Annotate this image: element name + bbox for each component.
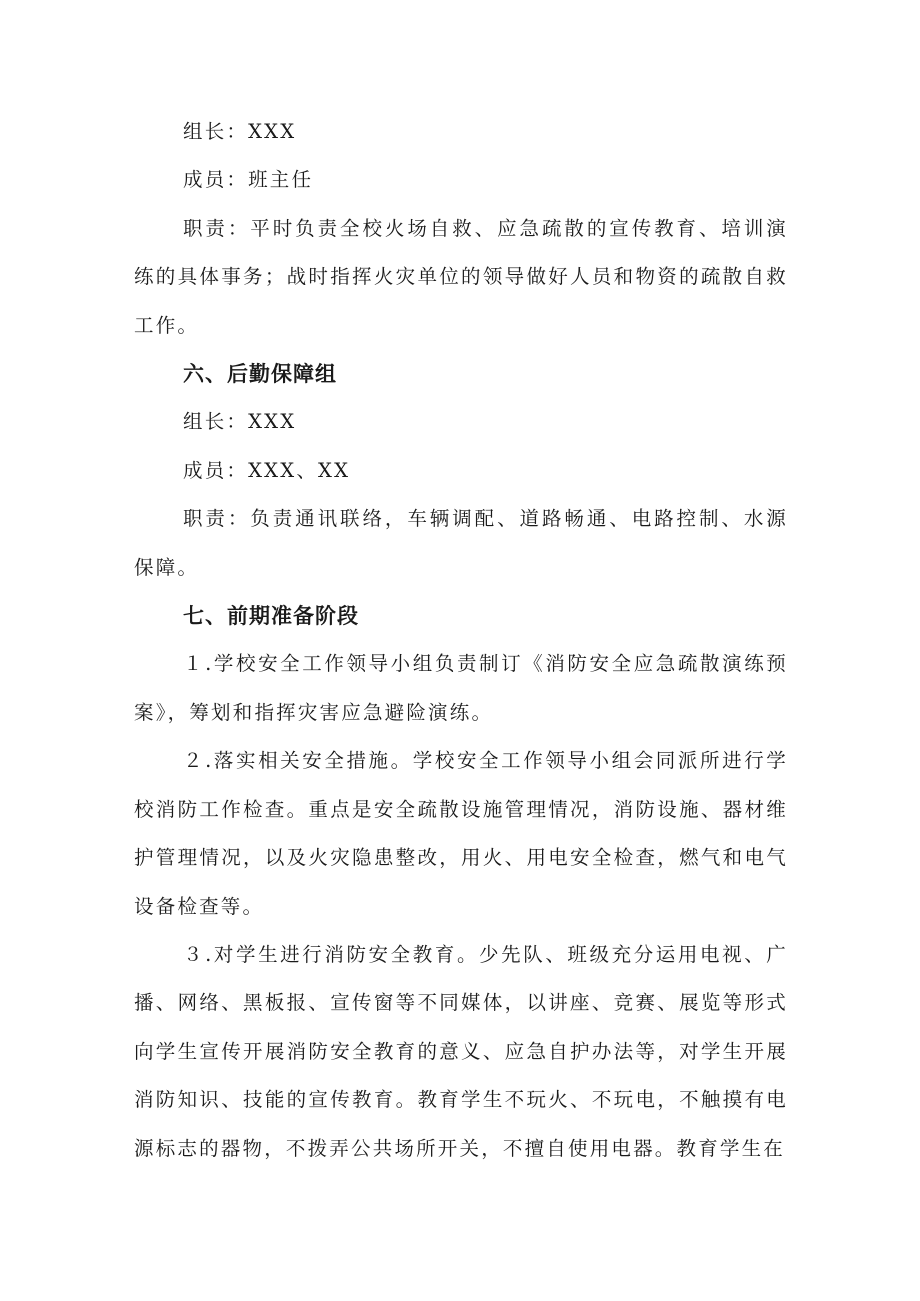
section5-duty: 职责：平时负责全校火场自救、应急疏散的宣传教育、培训演练的具体事务；战时指挥火灾单位的领导做好人员和物资的疏散自救工作。: [134, 216, 788, 337]
section6-members: 成员：XXX、XX: [183, 458, 351, 482]
document-body: [134, 108, 788, 1173]
section7-item-2: ２.落实相关安全措施。学校安全工作领导小组会同派所进行学校消防工作检查。重点是安全疏散设施管理情况，消防设施、器材维护管理情况，以及火灾隐患整改，用火、用电安全检查，燃气和电气设备检查等。: [134, 749, 788, 918]
section5-leader: 组长：XXX: [183, 120, 297, 143]
section7-item-3: ３.对学生进行消防安全教育。少先队、班级充分运用电视、广播、网络、黑板报、宣传窗等不同媒体，以讲座、竞赛、展览等形式向学生宣传开展消防安全教育的意义、应急自护办法等，对学生开展消防知识、技能的宣传教育。教育学生不玩火、不玩电，不触摸有电源标志的器物，不拨弄公共场所开关，不擅自使用电器。教育学生在: [134, 942, 788, 1160]
section5-members: 成员：班主任: [183, 168, 314, 192]
section6-duty: 职责：负责通讯联络，车辆调配、道路畅通、电路控制、水源保障。: [134, 507, 788, 579]
section6-heading: 六、后勤保障组: [183, 362, 337, 387]
section7-heading: 七、前期准备阶段: [183, 604, 359, 629]
section6-leader: 组长：XXX: [183, 410, 297, 434]
section7-item-1: １.学校安全工作领导小组负责制订《消防安全应急疏散演练预案》，筹划和指挥灾害应急避险演练。: [134, 652, 788, 724]
